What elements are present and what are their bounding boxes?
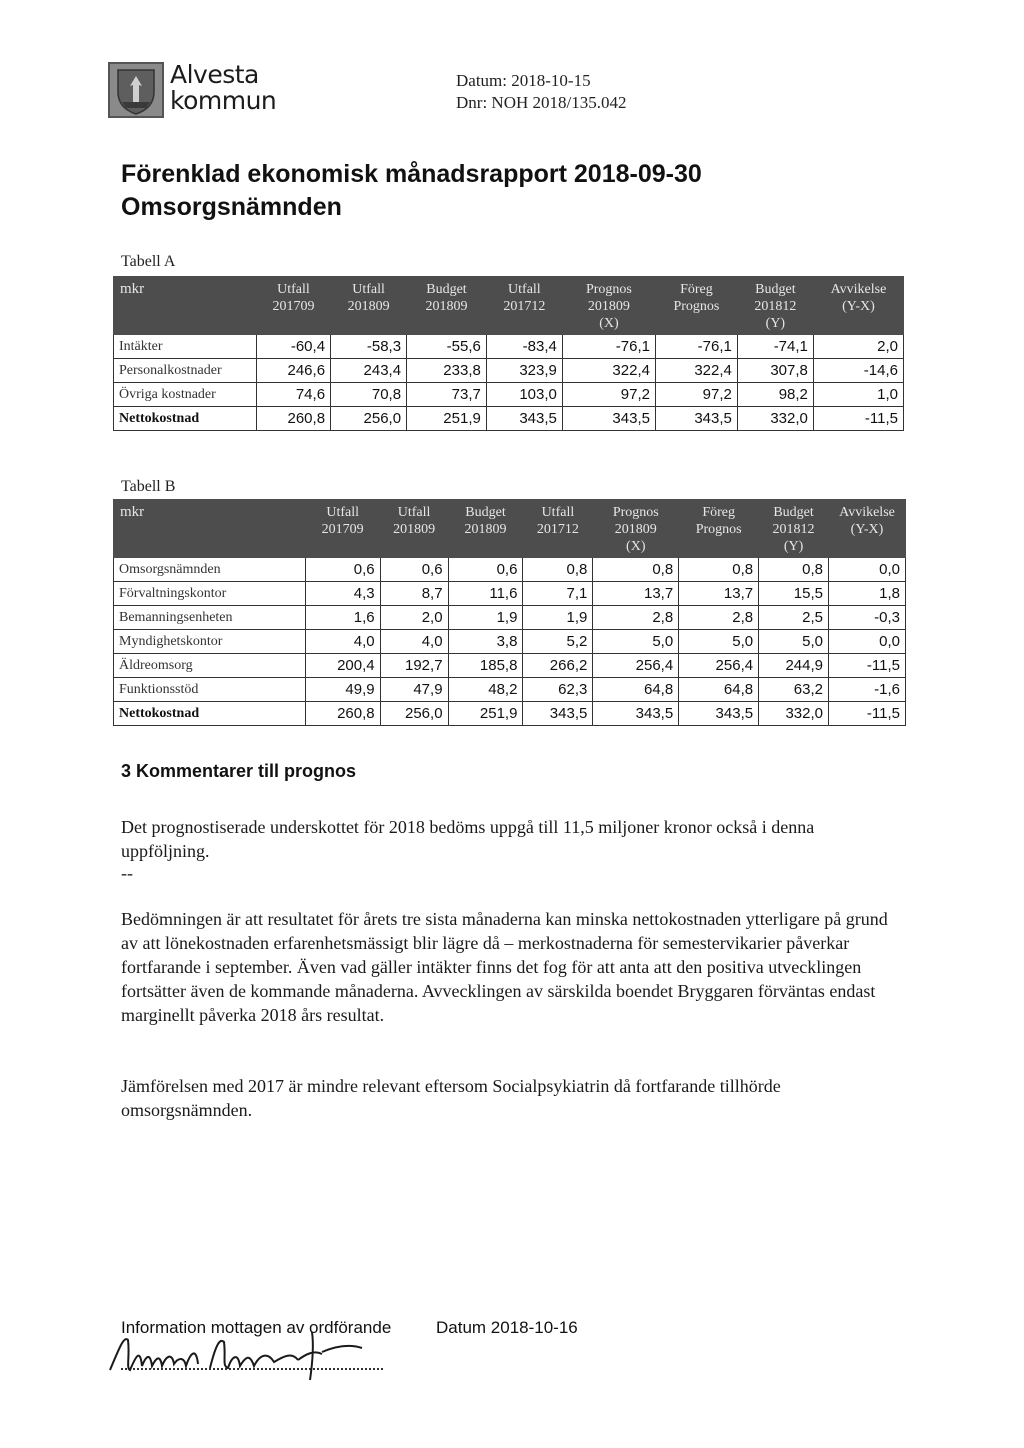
table-b-col-header-4 xyxy=(523,500,593,558)
table-a-col-header-8 xyxy=(813,277,903,335)
table-b-cell: 0,6 xyxy=(448,558,523,582)
table-a-col-header-line: 201812 xyxy=(754,299,797,314)
table-a-cell: 307,8 xyxy=(737,359,813,383)
table-a-row xyxy=(114,359,904,383)
comment-paragraph-2: Bedömningen är att resultatet för årets tre sista månaderna kan minska nettokostnaden ytterligare på grund av att lönekostnaden erfarenhetsmässigt blir lägre då – merkostnaderna för semestervikarier påverkar fortfarande i september. Även vad gäller intäkter finns det fog för att anta att den positiva utvecklingen fortsätter även de kommande månaderna. Avvecklingen av särskilda boendet Bryggaren förväntas endast marginellt påverka 2018 års resultat. xyxy=(121,909,888,1025)
table-b-row-label: Bemanningsenheten xyxy=(114,606,306,630)
table-a-cell: 70,8 xyxy=(331,383,407,407)
table-a-cell: 251,9 xyxy=(407,407,487,431)
table-b-cell: 0,6 xyxy=(305,558,380,582)
table-a-cell: 74,6 xyxy=(256,383,330,407)
table-b-cell: 2,8 xyxy=(593,606,679,630)
table-b-cell: 260,8 xyxy=(305,702,380,726)
org-name-line2: kommun xyxy=(170,86,277,115)
comment-paragraph-1: Det prognostiserade underskottet för 2018 bedöms uppgå till 11,5 miljoner kronor också i denna uppföljning. xyxy=(121,817,815,861)
table-a-cell: 1,0 xyxy=(813,383,903,407)
table-b-cell: 5,2 xyxy=(523,630,593,654)
table-a-col-header-line: 201712 xyxy=(503,299,546,314)
table-b-row xyxy=(114,678,906,702)
table-a-cell: 323,9 xyxy=(486,359,562,383)
table-b-row-label: Förvaltningskontor xyxy=(114,582,306,606)
table-a-col-header-line: 201809 xyxy=(347,299,390,314)
table-b-cell: 11,6 xyxy=(448,582,523,606)
table-a-cell: 2,0 xyxy=(813,335,903,359)
table-b-cell: 244,9 xyxy=(759,654,829,678)
table-a-cell: 233,8 xyxy=(407,359,487,383)
page-title xyxy=(121,158,702,224)
table-a-col-header-line: Budget xyxy=(426,282,467,297)
org-name-line1: Alvesta xyxy=(170,60,259,89)
table-a-row-label: Personalkostnader xyxy=(114,359,257,383)
table-b-cell: 5,0 xyxy=(679,630,759,654)
table-b-row-label: Funktionsstöd xyxy=(114,678,306,702)
table-a-cell: -60,4 xyxy=(256,335,330,359)
table-a-cell: -76,1 xyxy=(562,335,655,359)
table-b-cell: 63,2 xyxy=(759,678,829,702)
table-a-cell: 322,4 xyxy=(562,359,655,383)
table-a-cell: 98,2 xyxy=(737,383,813,407)
table-a-col-header-line: Föreg xyxy=(680,282,713,297)
table-b-col-header-line: 201709 xyxy=(321,522,364,537)
table-b-cell: 62,3 xyxy=(523,678,593,702)
table-b-col-header-line: Prognos xyxy=(695,522,742,537)
table-b-cell: 4,3 xyxy=(305,582,380,606)
table-a-col-header-line: Utfall xyxy=(508,282,541,297)
table-b-cell: 48,2 xyxy=(448,678,523,702)
table-a-row-label: Övriga kostnader xyxy=(114,383,257,407)
table-b-cell: 0,8 xyxy=(593,558,679,582)
table-b-cell: 8,7 xyxy=(380,582,448,606)
title-line1: Förenklad ekonomisk månadsrapport 2018-09-30 xyxy=(121,160,702,188)
table-a-cell: 322,4 xyxy=(655,359,737,383)
table-b-cell: 1,6 xyxy=(305,606,380,630)
table-b-col-header-line: (X) xyxy=(626,539,646,554)
table-a-cell: 103,0 xyxy=(486,383,562,407)
table-a-col-header-line: Prognos xyxy=(673,299,720,314)
table-b-col-header-line: 201809 xyxy=(464,522,507,537)
table-b-row xyxy=(114,558,906,582)
table-b-cell: 256,4 xyxy=(679,654,759,678)
organization-name xyxy=(170,62,276,114)
table-a-cell: 343,5 xyxy=(562,407,655,431)
table-a-cell: 97,2 xyxy=(562,383,655,407)
table-b-row-label: Omsorgsnämnden xyxy=(114,558,306,582)
table-a-cell: 73,7 xyxy=(407,383,487,407)
table-a-row xyxy=(114,407,904,431)
table-b-col-header-6 xyxy=(679,500,759,558)
table-b-cell: 2,5 xyxy=(759,606,829,630)
title-line2: Omsorgsnämnden xyxy=(121,193,342,221)
table-a-cell: -76,1 xyxy=(655,335,737,359)
table-a-cell: -14,6 xyxy=(813,359,903,383)
table-a-cell: -58,3 xyxy=(331,335,407,359)
table-b-cell: 0,0 xyxy=(829,630,906,654)
table-a-col-header-line: (X) xyxy=(599,316,619,331)
table-a-col-header-line: Budget xyxy=(755,282,796,297)
table-b-cell: -11,5 xyxy=(829,654,906,678)
table-b-row-label: Nettokostnad xyxy=(114,702,306,726)
municipality-crest-icon xyxy=(108,62,164,118)
table-b-cell: 343,5 xyxy=(679,702,759,726)
table-a-col-header-line: Avvikelse xyxy=(830,282,887,297)
table-a-cell: 256,0 xyxy=(331,407,407,431)
table-b-cell: 0,0 xyxy=(829,558,906,582)
table-b-col-header-line: Utfall xyxy=(397,505,431,520)
table-a-cell: 243,4 xyxy=(331,359,407,383)
table-b-col-header-line: 201809 xyxy=(614,522,657,537)
table-a-cell: 97,2 xyxy=(655,383,737,407)
table-b-col-header-line: Budget xyxy=(773,505,814,520)
table-a-cell: -83,4 xyxy=(486,335,562,359)
table-b-col-header-7 xyxy=(759,500,829,558)
table-b-col-header-line: (Y-X) xyxy=(850,522,884,537)
table-b-col-header-line: Budget xyxy=(465,505,506,520)
table-a-cell: 343,5 xyxy=(486,407,562,431)
table-b-cell: 15,5 xyxy=(759,582,829,606)
table-b-col-header-line: Avvikelse xyxy=(839,505,895,520)
document-meta xyxy=(456,70,626,114)
table-a-col-header-3 xyxy=(407,277,487,335)
header-dnr: Dnr: NOH 2018/135.042 xyxy=(456,93,627,112)
signature-caption: Information mottagen av ordförande xyxy=(121,1318,392,1337)
table-b-cell: 200,4 xyxy=(305,654,380,678)
table-b-col-header-2 xyxy=(380,500,448,558)
table-a-col-header-7 xyxy=(737,277,813,335)
table-a-cell: 343,5 xyxy=(655,407,737,431)
table-a-col-header-2 xyxy=(331,277,407,335)
table-b-col-header-line: (Y) xyxy=(783,539,804,554)
table-b-cell: 5,0 xyxy=(759,630,829,654)
table-b-row xyxy=(114,582,906,606)
table-b-cell: 0,8 xyxy=(759,558,829,582)
table-b-row-label: Äldreomsorg xyxy=(114,654,306,678)
header-date: Datum: 2018-10-15 xyxy=(456,71,591,90)
table-a-col-header-4 xyxy=(486,277,562,335)
handwritten-signature xyxy=(100,1326,390,1387)
table-b-col-header-3 xyxy=(448,500,523,558)
table-a-cell: -74,1 xyxy=(737,335,813,359)
table-b-col-header-line: mkr xyxy=(120,504,145,520)
table-b-cell: 47,9 xyxy=(380,678,448,702)
table-b-col-header-line: 201712 xyxy=(536,522,579,537)
table-b-cell: 7,1 xyxy=(523,582,593,606)
table-b xyxy=(113,499,906,726)
table-a-col-header-5 xyxy=(562,277,655,335)
table-b-row xyxy=(114,630,906,654)
table-a xyxy=(113,276,904,431)
table-b-cell: 4,0 xyxy=(380,630,448,654)
table-a-col-header-line: mkr xyxy=(120,281,145,297)
table-b-cell: 0,8 xyxy=(523,558,593,582)
table-b-cell: 332,0 xyxy=(759,702,829,726)
table-b-cell: -11,5 xyxy=(829,702,906,726)
table-b-col-header-line: Prognos xyxy=(612,505,659,520)
table-a-col-header-line: Utfall xyxy=(277,282,310,297)
table-a-cell: -55,6 xyxy=(407,335,487,359)
table-a-cell: 246,6 xyxy=(256,359,330,383)
table-a-col-header-line: (Y) xyxy=(765,316,786,331)
table-b-row xyxy=(114,606,906,630)
table-a-header-row xyxy=(114,277,904,335)
table-b-cell: 13,7 xyxy=(679,582,759,606)
table-b-cell: 13,7 xyxy=(593,582,679,606)
table-a-row-label: Nettokostnad xyxy=(114,407,257,431)
comment-paragraph-3: Jämförelsen med 2017 är mindre relevant eftersom Socialpsykiatrin då fortfarande tillhörde omsorgsnämnden. xyxy=(121,1076,781,1120)
table-b-row xyxy=(114,654,906,678)
table-b-cell: 185,8 xyxy=(448,654,523,678)
table-b-col-header-line: Utfall xyxy=(541,505,575,520)
table-b-cell: 266,2 xyxy=(523,654,593,678)
table-a-row xyxy=(114,383,904,407)
table-b-cell: 192,7 xyxy=(380,654,448,678)
table-b-col-header-1 xyxy=(305,500,380,558)
table-a-col-header-line: Prognos xyxy=(585,282,632,297)
table-b-col-header-line: 201812 xyxy=(772,522,815,537)
table-b-cell: 0,8 xyxy=(679,558,759,582)
table-b-cell: -1,6 xyxy=(829,678,906,702)
table-a-col-header-line: Utfall xyxy=(352,282,385,297)
table-a-col-header-0 xyxy=(114,277,257,335)
table-a-col-header-line: (Y-X) xyxy=(842,299,875,314)
comment-separator: -- xyxy=(121,863,133,883)
table-b-cell: 1,9 xyxy=(523,606,593,630)
table-b-cell: 1,8 xyxy=(829,582,906,606)
table-a-col-header-1 xyxy=(256,277,330,335)
table-b-cell: 2,0 xyxy=(380,606,448,630)
table-b-col-header-5 xyxy=(593,500,679,558)
table-a-label: Tabell A xyxy=(121,253,176,270)
table-a-cell: -11,5 xyxy=(813,407,903,431)
signature-date: Datum 2018-10-16 xyxy=(436,1318,578,1337)
table-b-row-label: Myndighetskontor xyxy=(114,630,306,654)
table-b-cell: 5,0 xyxy=(593,630,679,654)
table-b-cell: 49,9 xyxy=(305,678,380,702)
table-b-cell: 343,5 xyxy=(593,702,679,726)
table-b-header-row xyxy=(114,500,906,558)
table-a-row-label: Intäkter xyxy=(114,335,257,359)
table-a-cell: 332,0 xyxy=(737,407,813,431)
table-b-cell: 64,8 xyxy=(679,678,759,702)
table-a-col-header-line: 201709 xyxy=(272,299,315,314)
table-b-cell: 0,6 xyxy=(380,558,448,582)
table-b-col-header-line: 201809 xyxy=(393,522,436,537)
table-b-cell: 64,8 xyxy=(593,678,679,702)
table-b-col-header-0 xyxy=(114,500,306,558)
table-a-row xyxy=(114,335,904,359)
table-b-cell: 4,0 xyxy=(305,630,380,654)
table-b-cell: 2,8 xyxy=(679,606,759,630)
table-b-cell: -0,3 xyxy=(829,606,906,630)
table-b-cell: 251,9 xyxy=(448,702,523,726)
table-b-cell: 3,8 xyxy=(448,630,523,654)
section-heading: 3 Kommentarer till prognos xyxy=(121,761,357,781)
table-b-cell: 343,5 xyxy=(523,702,593,726)
table-b-row xyxy=(114,702,906,726)
table-b-cell: 256,0 xyxy=(380,702,448,726)
table-b-label: Tabell B xyxy=(121,478,176,495)
table-a-col-header-line: 201809 xyxy=(587,299,630,314)
table-b-col-header-line: Utfall xyxy=(326,505,359,520)
table-a-col-header-6 xyxy=(655,277,737,335)
table-b-col-header-8 xyxy=(829,500,906,558)
table-b-cell: 256,4 xyxy=(593,654,679,678)
table-a-col-header-line: 201809 xyxy=(425,299,468,314)
table-b-col-header-line: Föreg xyxy=(702,505,735,520)
table-a-cell: 260,8 xyxy=(256,407,330,431)
table-b-cell: 1,9 xyxy=(448,606,523,630)
